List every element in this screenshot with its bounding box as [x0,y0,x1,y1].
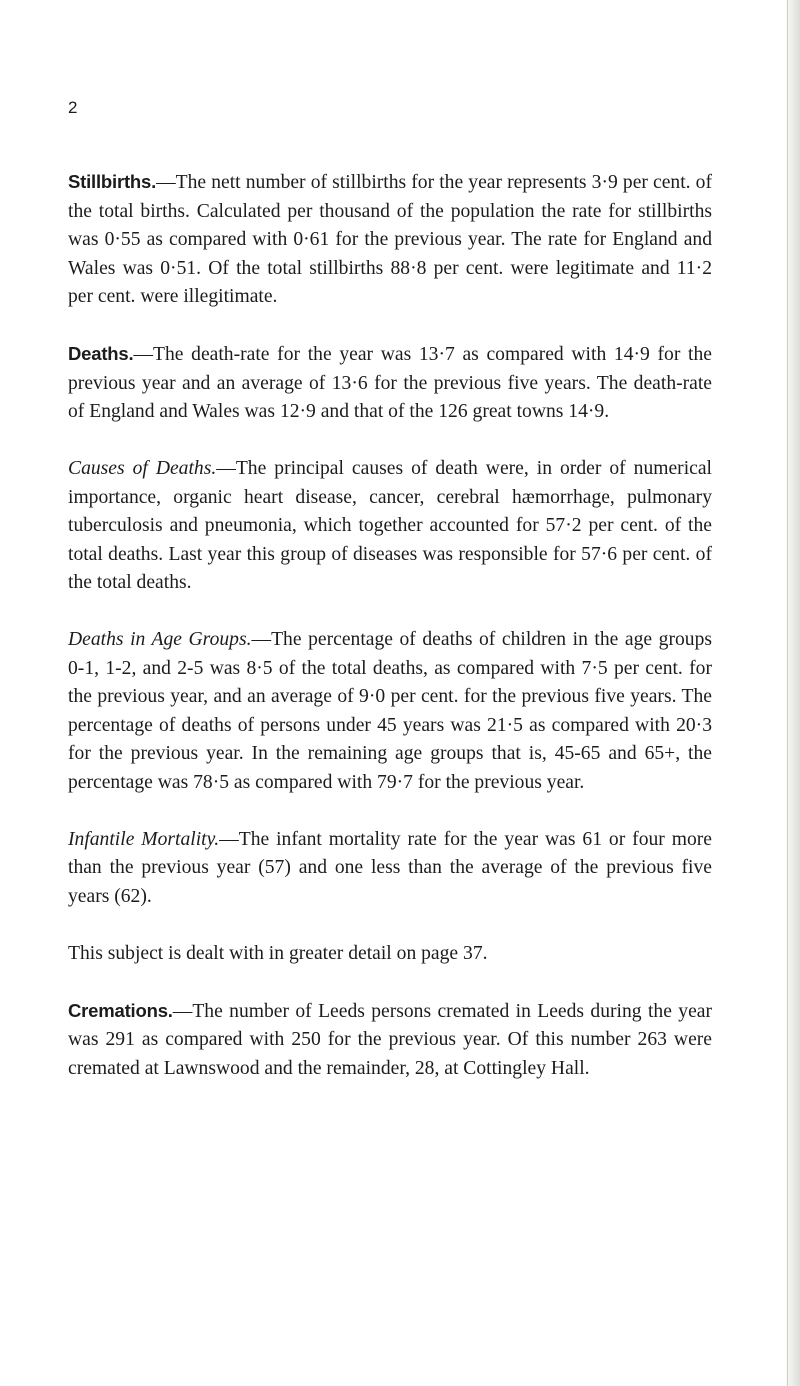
paragraph-causes-of-deaths [68,455,712,598]
section-heading-stillbirths: Stillbirths. [68,171,157,192]
paragraph-infantile-mortality [68,826,712,912]
paragraph-text: This subject is dealt with in greater detail on page 37. [68,942,488,964]
subheading-causes-of-deaths: Causes of Deaths. [68,458,217,479]
paragraph-text: —The nett number of stillbirths for the year represents 3·9 per cent. of the total births. Calculated per thousand of the population the rate for stillbirths was 0·55 as compared with 0·61 for the previous year. The rate for England and Wales was 0·51. Of the total stillbirths 88·8 per cent. were legitimate and 11·2 per cent. were illegitimate. [68,172,712,307]
paragraph-text: —The infant mortality rate for the year was 61 or four more than the previous year (57) and one less than the average of the previous five years (62). [68,828,712,907]
paragraph-text: —The principal causes of death were, in order of numerical importance, organic heart disease, cancer, cerebral hæmorrhage, pulmonary tuberculosis and pneumonia, which together accounted for 57·2 per cent. of the total deaths. Last year this group of diseases was responsible for 57·6 per cent. of the total deaths. [68,458,712,593]
page-number: 2 [68,98,78,117]
paragraph-cremations [68,997,712,1084]
paragraph-deaths [68,340,712,427]
subheading-deaths-in-age-groups: Deaths in Age Groups. [68,629,252,650]
section-heading-cremations: Cremations. [68,999,173,1021]
subheading-infantile-mortality: Infantile Mortality. [68,828,220,850]
page-edge-line [787,0,788,1386]
paragraph-text: —The death-rate for the year was 13·7 as compared with 14·9 for the previous year and an average of 13·6 for the previous five years. The death-rate of England and Wales was 12·9 and that of the 126 great towns 14·9. [68,344,712,422]
paragraph-stillbirths [68,168,712,312]
paragraph-deaths-in-age-groups [68,626,712,797]
paragraph-text: —The number of Leeds persons cremated in Leeds during the year was 291 as compared with 250 for the previous year. Of this number 263 were cremated at Lawnswood and the remainder, 28, at Cottingley Hall. [68,1000,712,1079]
paragraph-text: —The percentage of deaths of children in the age groups 0-1, 1-2, and 2-5 was 8·5 of the total deaths, as compared with 7·5 per cent. for the previous year, and an average of 9·0 per cent. for the previous five years. The percentage of deaths of persons under 45 years was 21·5 as compared with 20·3 for the previous year. In the remaining age groups that is, 45-65 and 65+, the percentage was 78·5 as compared with 79·7 for the previous year. [68,629,713,793]
section-heading-deaths: Deaths. [68,343,134,364]
page-edge-shadow [786,0,800,1386]
document-body [68,168,712,1112]
paragraph-page-reference [68,940,712,969]
